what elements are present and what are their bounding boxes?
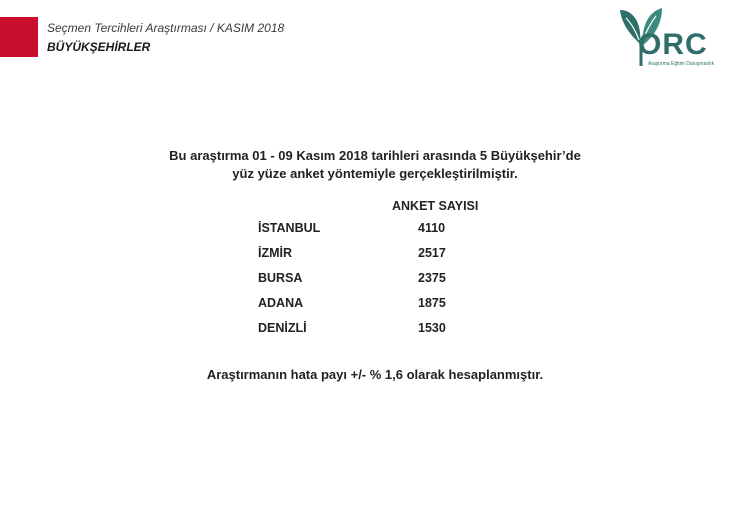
- header: [47, 20, 284, 55]
- report-title: Seçmen Tercihleri Araştırması / KASIM 2018: [47, 21, 285, 35]
- table-row: [258, 221, 558, 239]
- margin-of-error-note: Araştırmanın hata payı +/- % 1,6 olarak hesaplanmıştır.: [206, 367, 544, 382]
- table-row: [258, 296, 558, 314]
- survey-count: 2375: [418, 271, 446, 285]
- intro-text: [0, 147, 750, 183]
- table-row: [258, 271, 558, 289]
- table-header: ANKET SAYISI: [392, 199, 479, 213]
- survey-count: 2517: [418, 246, 446, 260]
- survey-count: 4110: [418, 221, 446, 235]
- survey-count: 1875: [418, 296, 446, 310]
- table-row: [258, 321, 558, 339]
- city-name: İSTANBUL: [258, 221, 321, 235]
- intro-line-2: yüz yüze anket yöntemiyle gerçekleştirilmiştir.: [232, 166, 518, 181]
- header-accent-bar: [0, 17, 38, 57]
- city-name: BURSA: [258, 271, 303, 285]
- orc-logo: [612, 4, 742, 70]
- city-name: ADANA: [258, 296, 304, 310]
- table-row: [258, 246, 558, 264]
- intro-line-1: Bu araştırma 01 - 09 Kasım 2018 tarihleri arasında 5 Büyükşehir’de: [169, 148, 581, 163]
- logo-text: ORC: [638, 28, 708, 61]
- city-name: DENİZLİ: [258, 321, 307, 335]
- city-name: İZMİR: [258, 246, 293, 260]
- report-subtitle: BÜYÜKŞEHİRLER: [47, 40, 151, 54]
- survey-count: 1530: [418, 321, 446, 335]
- logo-tagline: Araştırma Eğitim Danışmanlık: [648, 61, 715, 67]
